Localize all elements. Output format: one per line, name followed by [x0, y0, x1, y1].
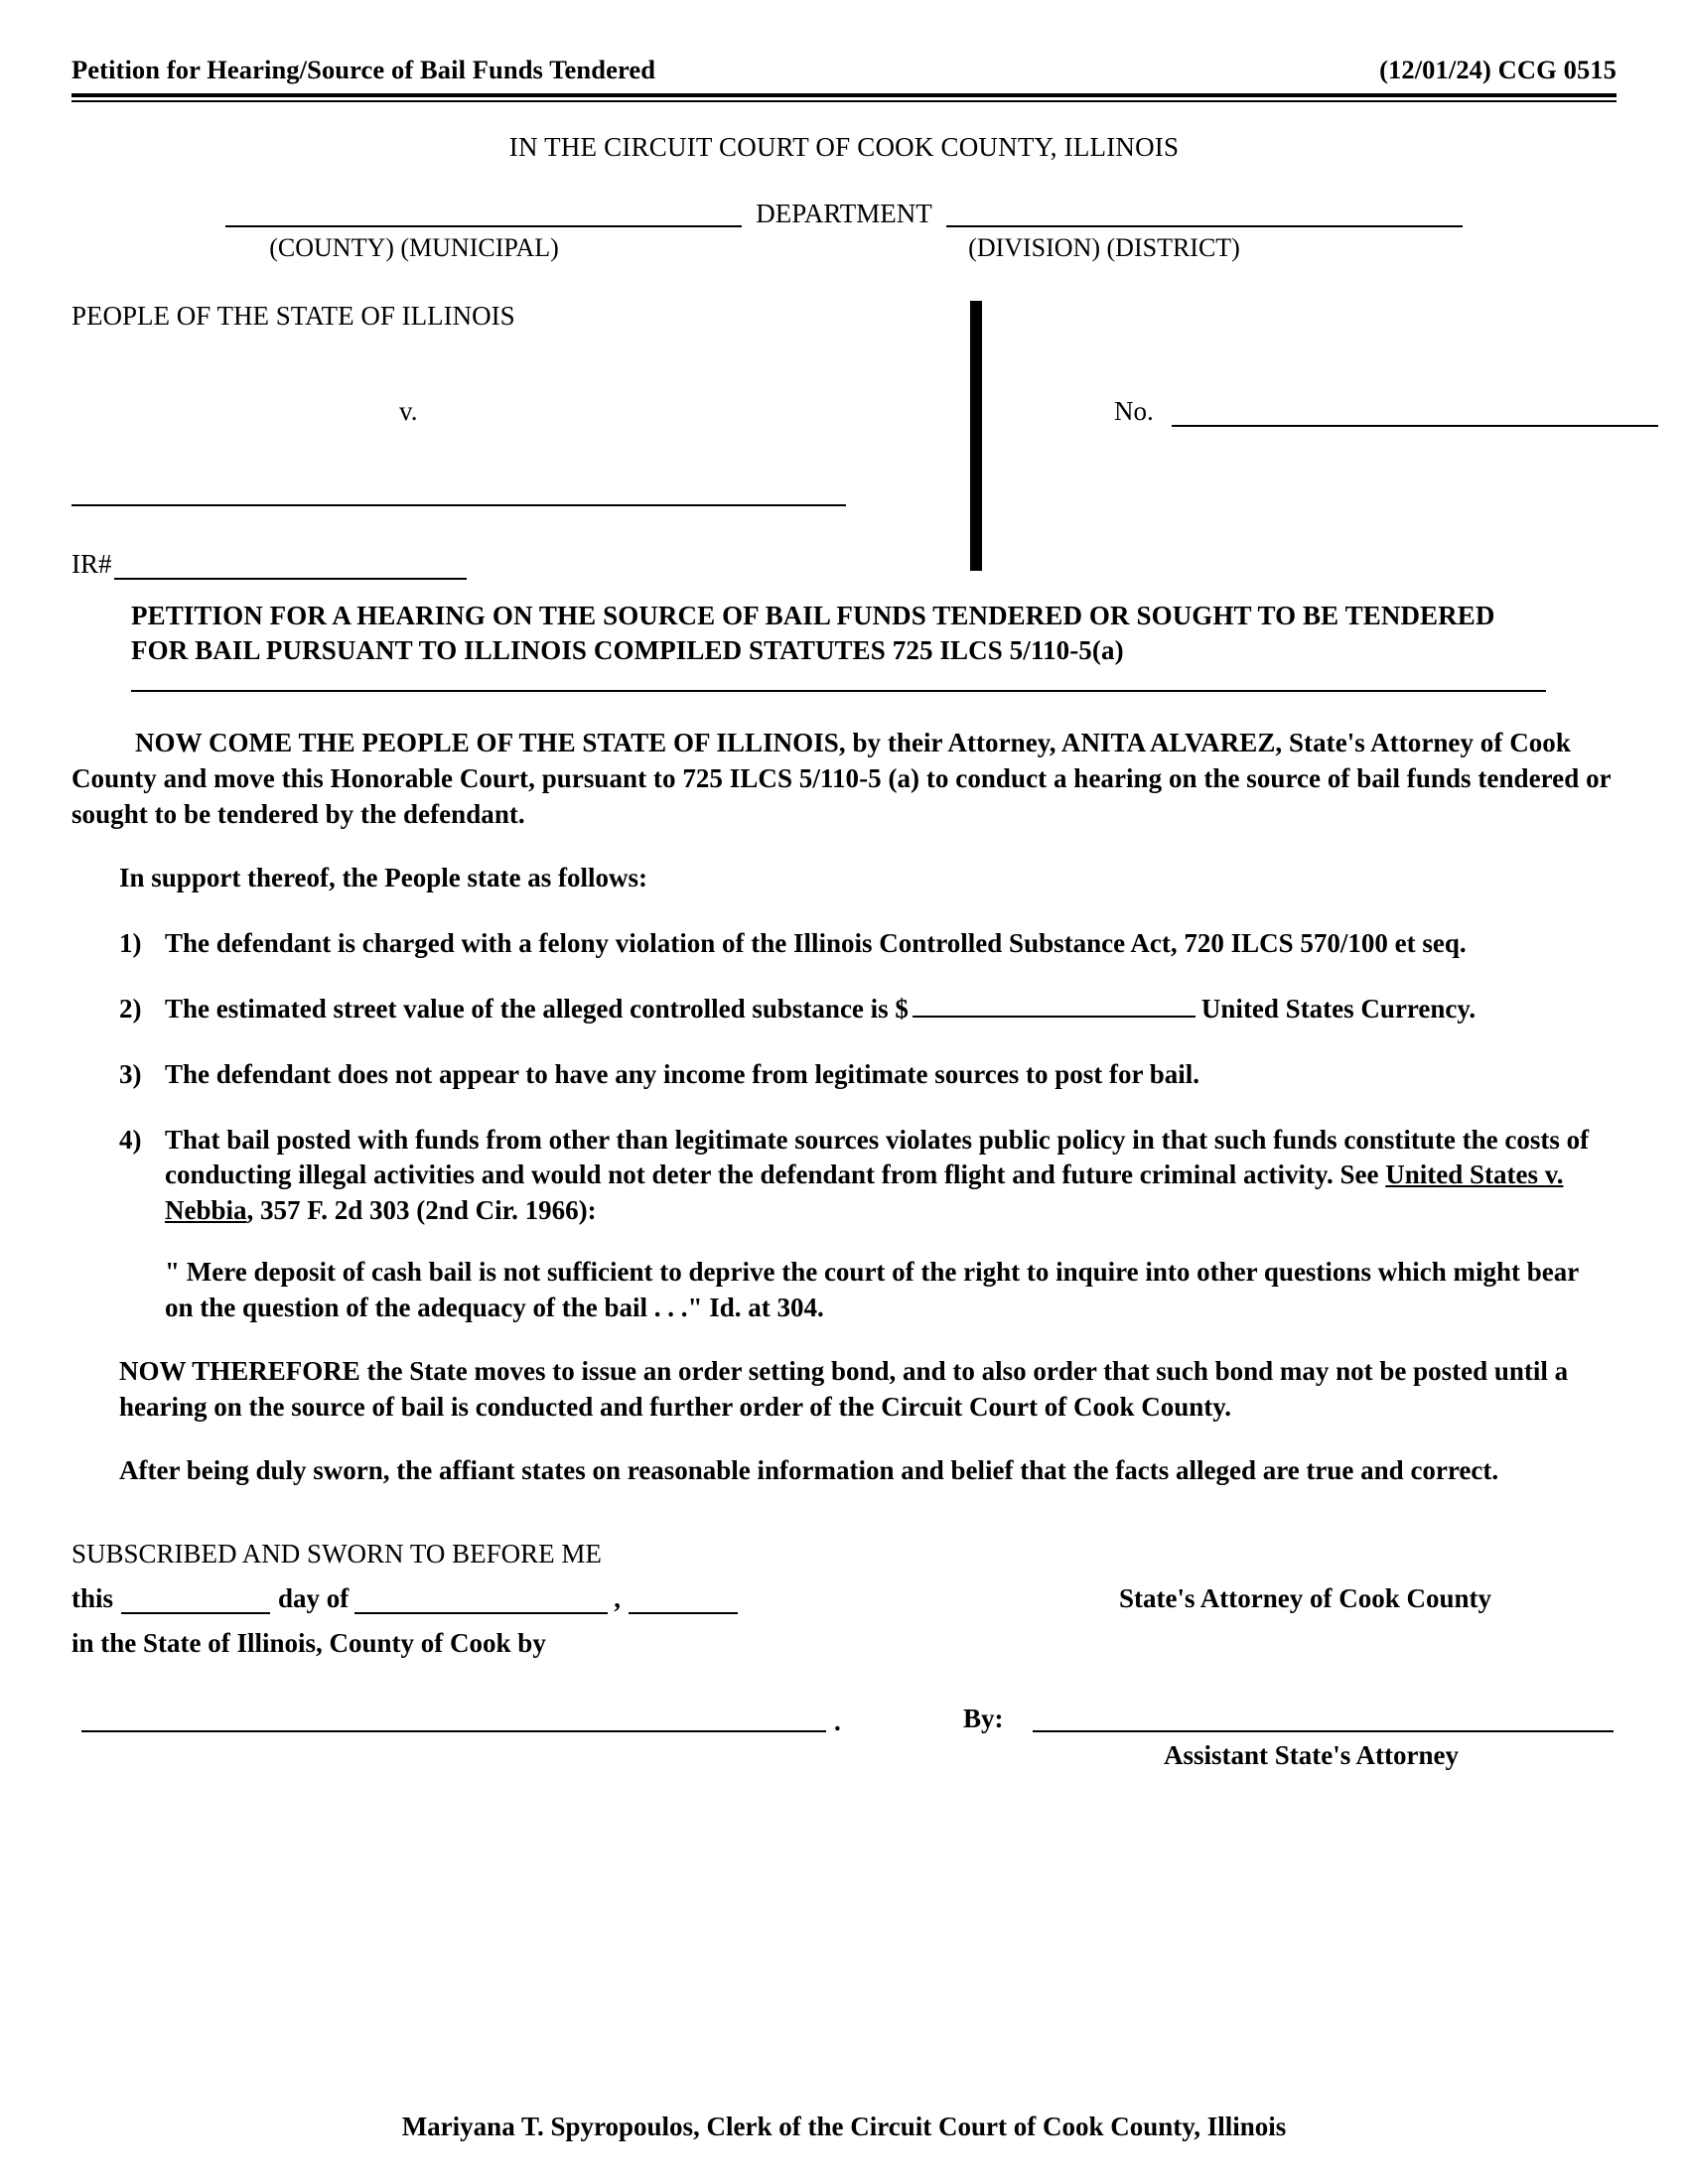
item-text-after-citation: , 357 F. 2d 303 (2nd Cir. 1966):	[246, 1195, 597, 1226]
item-text-before-blank: The estimated street value of the alleged controlled substance is $	[165, 993, 909, 1024]
opening-paragraph: NOW COME THE PEOPLE OF THE STATE OF ILLINOIS, by their Attorney, ANITA ALVAREZ, State's Attorney of Cook County and move this Honorable Court, pursuant to 725 ILCS 5/110-5 (a) to conduct a hearing on the source of bail funds tendered or sought to be tendered by the defendant.	[71, 728, 1612, 829]
document-header	[71, 55, 1617, 85]
case-citation: United States v. Nebbia	[165, 1160, 1564, 1226]
notary-signature-field[interactable]	[81, 1730, 826, 1732]
department-label: DEPARTMENT	[756, 199, 932, 228]
day-field[interactable]	[121, 1588, 270, 1614]
year-field[interactable]	[629, 1588, 738, 1614]
caption-vertical-rule	[970, 301, 982, 571]
ir-label: IR#	[71, 549, 112, 579]
department-line	[71, 197, 1617, 227]
document-footer: Mariyana T. Spyropoulos, Clerk of the Circuit Court of Cook County, Illinois	[401, 2112, 1287, 2141]
by-label: By:	[963, 1703, 1004, 1733]
this-label: this	[71, 1582, 114, 1613]
quoted-passage: " Mere deposit of cash bail is not sufficient to deprive the court of the right to inquire into other questions which might bear on the question of the adequacy of the bail . . ." Id. at 304.	[165, 1257, 1579, 1323]
item-text: The defendant is charged with a felony violation of the Illinois Controlled Substance Act, 720 ILCS 570/100 et seq.	[165, 927, 1467, 958]
header-divider-thin	[71, 100, 1617, 102]
signature-lines	[71, 1699, 1617, 1788]
defendant-name-field[interactable]	[71, 504, 846, 506]
list-item	[119, 926, 1617, 962]
date-row	[71, 1583, 1617, 1614]
header-divider-thick	[71, 93, 1617, 97]
plaintiff-name: PEOPLE OF THE STATE OF ILLINOIS	[71, 301, 515, 331]
item-number: 4)	[119, 1124, 142, 1155]
item-number: 3)	[119, 1058, 142, 1089]
item-text-after-blank: United States Currency.	[1200, 993, 1477, 1024]
item-number: 1)	[119, 927, 142, 958]
case-number-row	[1114, 396, 1658, 427]
county-municipal-field[interactable]	[225, 200, 742, 227]
court-title: IN THE CIRCUIT COURT OF COOK COUNTY, ILLINOIS	[508, 132, 1180, 162]
support-intro: In support thereof, the People state as follows:	[119, 862, 647, 892]
period-mark: .	[834, 1706, 841, 1736]
comma-separator: ,	[614, 1582, 622, 1613]
ir-number-field[interactable]	[114, 552, 467, 580]
petition-heading-rule	[131, 690, 1546, 692]
state-county-line: in the State of Illinois, County of Cook by	[71, 1627, 546, 1658]
sworn-heading: SUBSCRIBED AND SWORN TO BEFORE ME	[71, 1538, 602, 1569]
case-number-field[interactable]	[1172, 399, 1658, 427]
list-item	[119, 1057, 1617, 1093]
therefore-paragraph: NOW THEREFORE the State moves to issue an order setting bond, and to also order that such bond may not be posted until a hearing on the source of bail is conducted and further order of the Circuit Court of Cook County.	[119, 1356, 1569, 1422]
attorney-signature-field[interactable]	[1033, 1730, 1614, 1732]
petition-heading: PETITION FOR A HEARING ON THE SOURCE OF BAIL FUNDS TENDERED OR SOUGHT TO BE TENDERED FOR BAIL PURSUANT TO ILLINOIS COMPILED STATUTES 725 ILCS 5/110-5(a)	[131, 601, 1495, 666]
item-text: The defendant does not appear to have any income from legitimate sources to post for bail.	[165, 1058, 1199, 1089]
month-field[interactable]	[354, 1588, 608, 1614]
list-item	[119, 992, 1617, 1027]
assistant-states-attorney-title: Assistant State's Attorney	[1164, 1739, 1459, 1770]
header-form-code: (12/01/24) CCG 0515	[1379, 55, 1617, 84]
versus-label: v.	[399, 396, 418, 426]
division-district-field[interactable]	[946, 200, 1463, 227]
petition-items-list	[71, 926, 1617, 1229]
item-number: 2)	[119, 993, 142, 1024]
street-value-field[interactable]	[913, 994, 1196, 1018]
list-item	[119, 1123, 1617, 1230]
ir-number-row	[71, 549, 467, 580]
affiant-paragraph: After being duly sworn, the affiant states on reasonable information and belief that the facts alleged are true and correct.	[119, 1454, 1499, 1485]
department-sublabels	[71, 233, 1617, 263]
item-text-before-citation: That bail posted with funds from other than legitimate sources violates public policy in that such funds constitute the costs of conducting illegal activities and would not deter the defendant from flight and future criminal activity. See	[165, 1124, 1590, 1190]
county-municipal-label: (COUNTY) (MUNICIPAL)	[269, 233, 559, 262]
day-of-label: day of	[278, 1582, 350, 1613]
division-district-label: (DIVISION) (DISTRICT)	[968, 233, 1240, 262]
states-attorney-title: State's Attorney of Cook County	[1119, 1582, 1491, 1613]
header-title: Petition for Hearing/Source of Bail Funds Tendered	[71, 55, 656, 84]
case-caption	[71, 301, 1617, 618]
signature-block	[71, 1539, 1617, 1788]
case-number-label: No.	[1114, 396, 1154, 426]
